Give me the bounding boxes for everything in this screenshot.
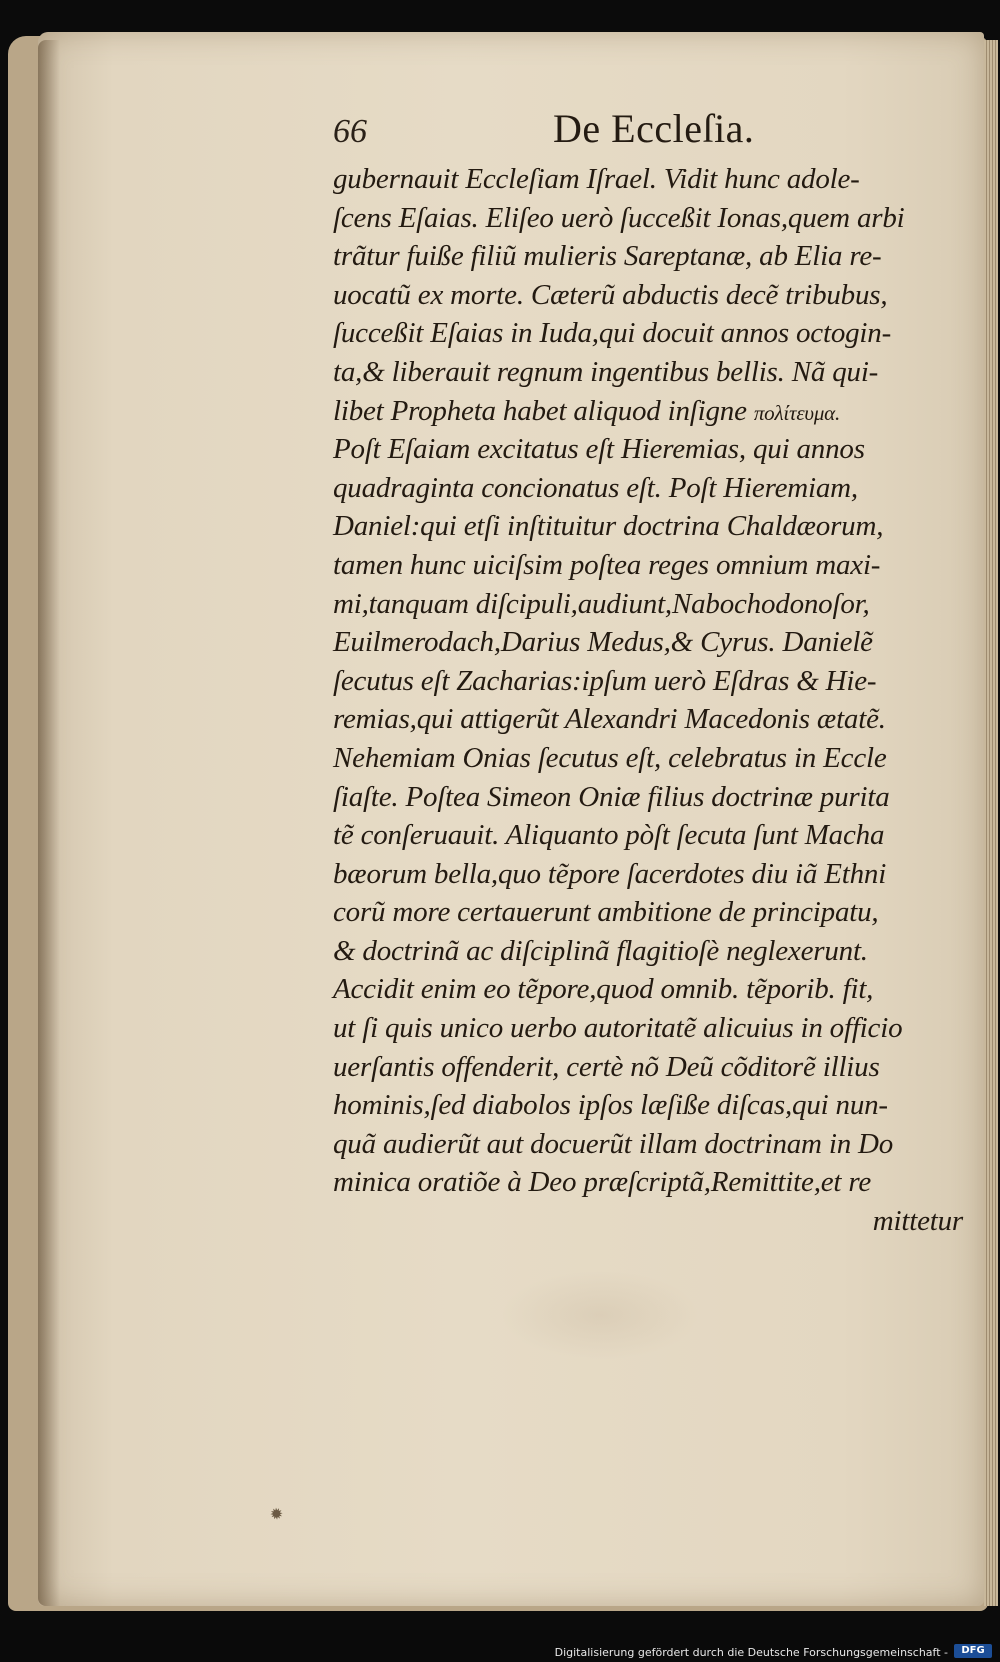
gutter-shadow xyxy=(38,40,60,1606)
page-number: 66 xyxy=(333,113,367,150)
running-title: De Eccleſia. xyxy=(553,106,755,151)
text-line: bæorum bella,quo tẽpore ſacerdotes diu iã Ethni xyxy=(333,857,887,890)
greek-word: πολίτευμα. xyxy=(753,400,841,425)
running-head xyxy=(333,105,773,155)
text-line: ſiaſte. Poſtea Simeon Oniæ filius doctrinæ purita xyxy=(333,780,890,813)
text-line: uocatũ ex morte. Cæterũ abductis decẽ tribubus, xyxy=(333,278,888,311)
text-line: quadraginta concionatus eſt. Poſt Hieremiam, xyxy=(333,471,858,504)
stray-ink-mark: ✹ xyxy=(265,1502,288,1526)
text-line: minica oratiõe à Deo præſcriptã,Remittite,et re xyxy=(333,1166,872,1199)
text-line: trãtur fuiße filiũ mulieris Sareptanæ, ab Elia re- xyxy=(333,240,882,273)
text-line: & doctrinã ac diſciplinã flagitioſè neglexerunt. xyxy=(333,934,868,967)
text-line: ſucceßit Eſaias in Iuda,qui docuit annos octogin- xyxy=(333,317,892,350)
text-line: ta,& liberauit regnum ingentibus bellis. Nã qui- xyxy=(333,355,879,388)
text-line: uerſantis offenderit, certè nõ Deũ cõditorẽ illius xyxy=(333,1050,880,1083)
text-line: ut ſi quis unico uerbo autoritatẽ alicuius in officio xyxy=(333,1012,903,1045)
text-line: hominis,ſed diabolos ipſos læſiße diſcas,qui nun- xyxy=(333,1089,888,1122)
text-line: tamen hunc uiciſsim poſtea reges omnium maxi- xyxy=(333,548,881,581)
text-line: remias,qui attigerũt Alexandri Macedonis ætatẽ. xyxy=(333,703,886,736)
text-line: Accidit enim eo tẽpore,quod omnib. tẽporib. fit, xyxy=(333,973,874,1006)
ink-bleed xyxy=(500,1270,700,1360)
catchword: mittetur xyxy=(872,1205,963,1238)
text-line: Nehemiam Onias ſecutus eſt, celebratus in Eccle xyxy=(333,741,887,774)
text-line: Poſt Eſaiam excitatus eſt Hieremias, qui annos xyxy=(333,433,865,466)
text-line: quã audierũt aut docuerũt illam doctrinam in Do xyxy=(333,1127,894,1160)
text-line: corũ more certauerunt ambitione de principatu, xyxy=(333,896,879,929)
text-line: ſcens Eſaias. Eliſeo uerò ſucceßit Ionas,quem arbi xyxy=(333,201,905,234)
text-line: Daniel:qui etſi inſtituitur doctrina Chaldæorum, xyxy=(333,510,884,543)
text-line: gubernauit Eccleſiam Iſrael. Vidit hunc adole- xyxy=(333,163,860,195)
text-line xyxy=(333,392,963,431)
main-text xyxy=(333,160,963,1241)
fore-edge xyxy=(984,40,998,1606)
text-line: Euilmerodach,Darius Medus,& Cyrus. Danielẽ xyxy=(333,626,873,659)
text-line: tẽ conſeruauit. Aliquanto pòſt ſecuta ſunt Macha xyxy=(333,819,885,852)
dfg-logo: DFG xyxy=(954,1644,992,1658)
text-line-latin: libet Propheta habet aliquod inſigne xyxy=(333,394,747,427)
text-line: mi,tanquam diſcipuli,audiunt,Nabochodonoſor, xyxy=(333,587,870,620)
text-line: ſecutus eſt Zacharias:ipſum uerò Eſdras & Hie- xyxy=(333,664,877,697)
funding-note: Digitalisierung gefördert durch die Deutsche Forschungsgemeinschaft - xyxy=(554,1646,948,1659)
